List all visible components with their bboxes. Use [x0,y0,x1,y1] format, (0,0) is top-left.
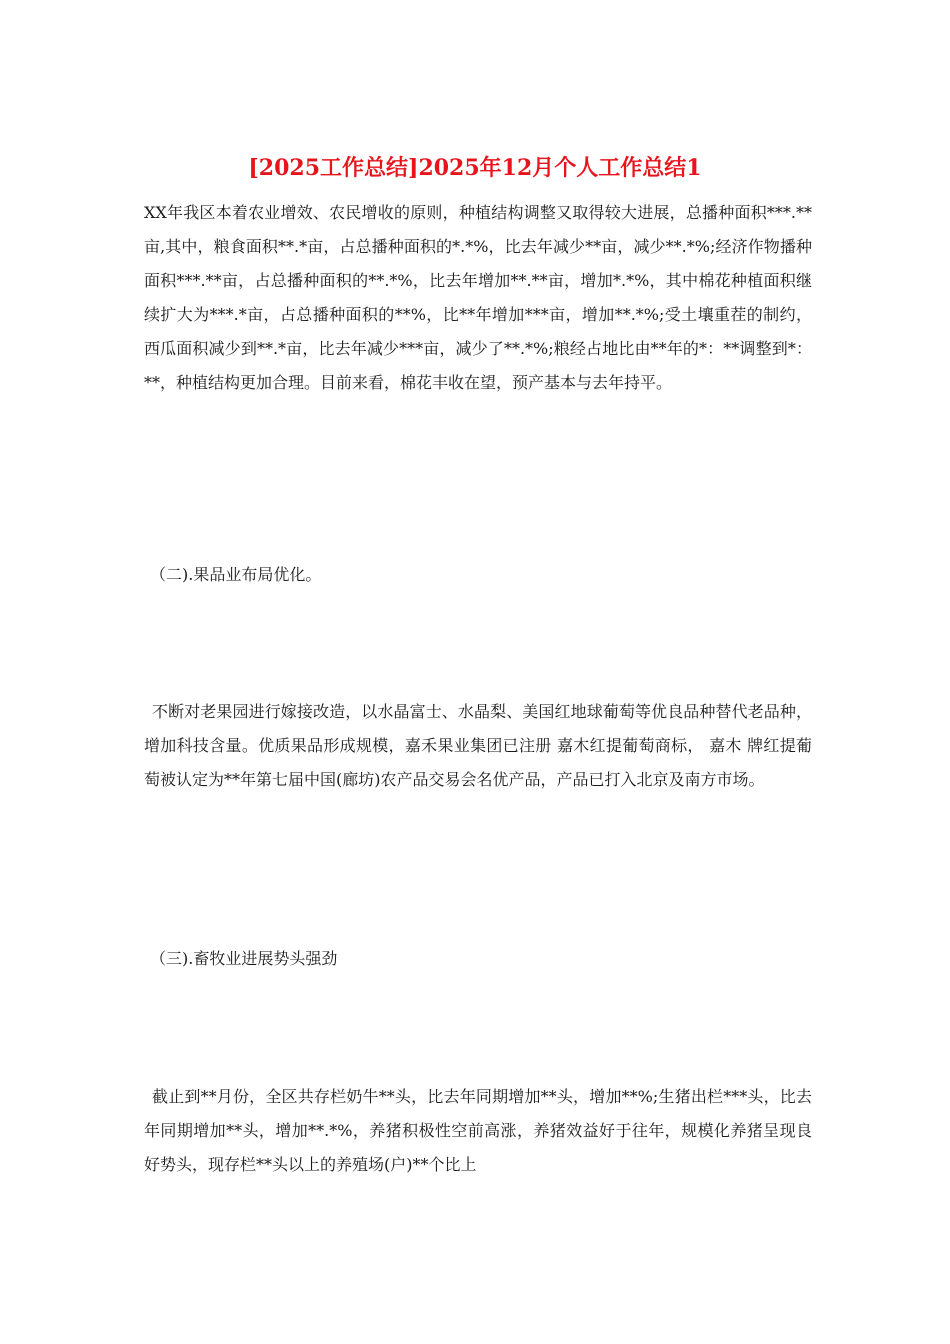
document-title: [2025工作总结]2025年12月个人工作总结1 [248,155,702,181]
paragraph-fruit-industry: 不断对老果园进行嫁接改造，以水晶富士、水晶梨、美国红地球葡萄等优良品种替代老品种，增加科技含量。优质果品形成规模，嘉禾果业集团已注册 嘉木红提葡萄商标， 嘉木 牌红提葡萄被认定为**年第七届中国(廊坊)农产品交易会名优产品，产品已打入北京及南方市场。 [144,702,812,789]
section-heading-fruit-industry: （二).果品业布局优化。 [150,565,322,584]
section-heading-livestock: （三).畜牧业进展势头强劲 [150,949,338,968]
paragraph-planting-structure: XX年我区本着农业增效、农民增收的原则，种植结构调整又取得较大进展，总播种面积***.**亩,其中，粮食面积**.*亩，占总播种面积的*.*%，比去年减少**亩，减少**.*%;经济作物播种面积***.**亩，占总播种面积的**.*%，比去年增加**.**亩，增加*.*%，其中棉花种植面积继续扩大为***.*亩，占总播种面积的**%，比**年增加***亩，增加**.*%;受土壤重茬的制约，西瓜面积减少到**.*亩，比去年减少***亩，减少了**.*%;粮经占地比由**年的*：**调整到*：**，种植结构更加合理。目前来看，棉花丰收在望，预产基本与去年持平。 [144,203,812,392]
paragraph-livestock: 截止到**月份，全区共存栏奶牛**头，比去年同期增加**头，增加**%;生猪出栏***头，比去年同期增加**头，增加**.*%，养猪积极性空前高涨，养猪效益好于往年，规模化养猪呈现良好势头，现存栏**头以上的养殖场(户)**个比上 [144,1087,812,1174]
